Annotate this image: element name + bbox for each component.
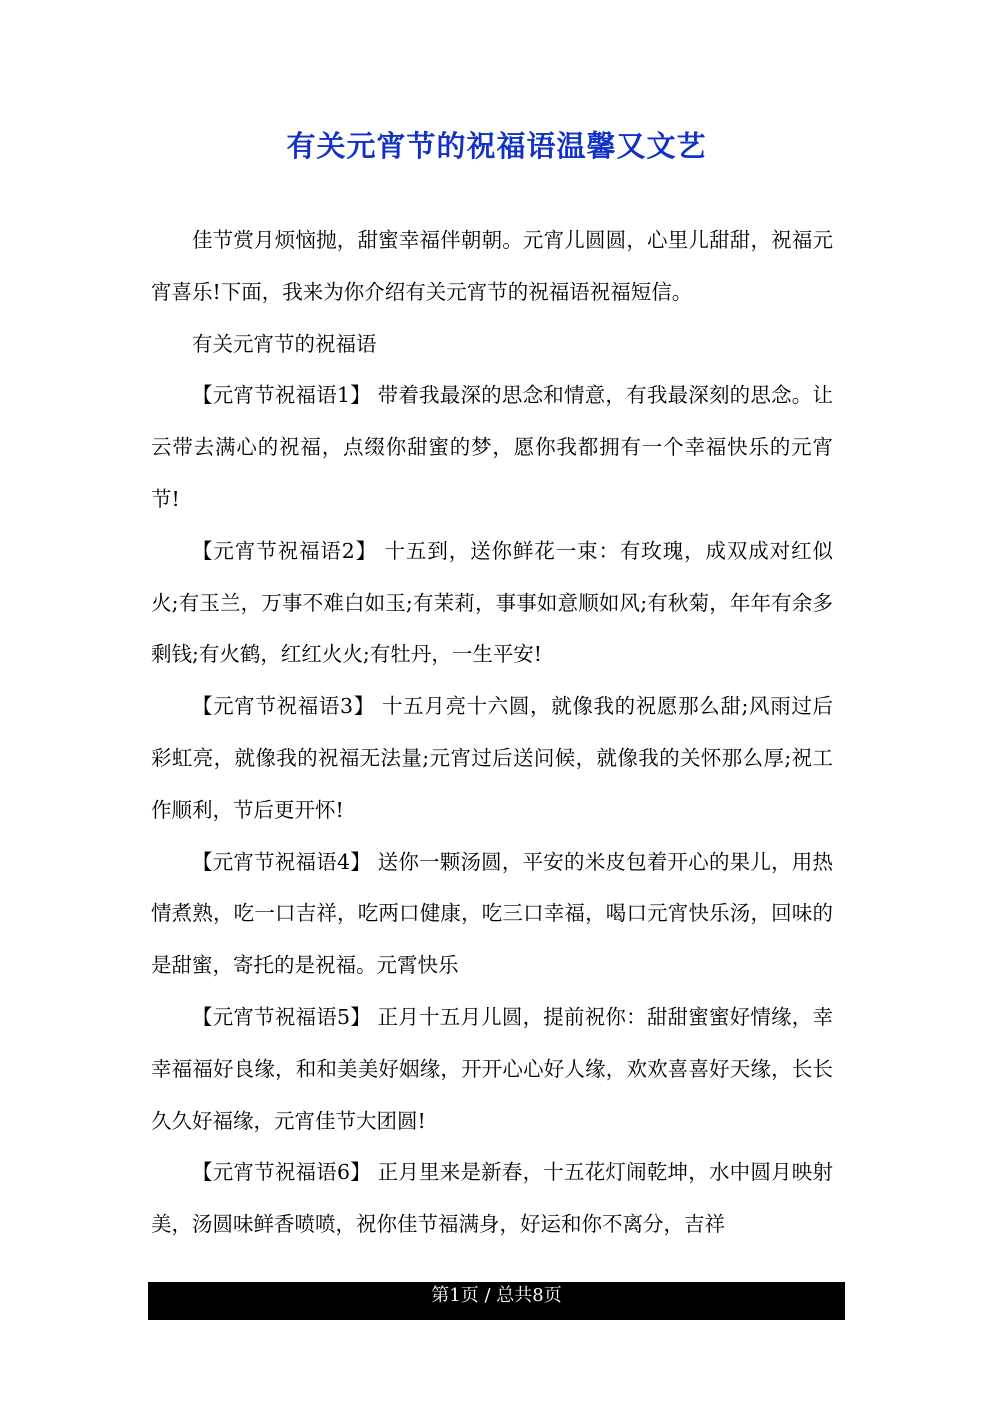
paragraph-intro: 佳节赏月烦恼抛，甜蜜幸福伴朝朝。元宵儿圆圆，心里儿甜甜，祝福元宵喜乐!下面，我来为你介绍有关元宵节的祝福语祝福短信。 [151,228,833,304]
document-body [151,215,833,1251]
page-indicator: 第1页 / 总共8页 [431,1285,562,1306]
paragraph-blessing-5: 【元宵节祝福语5】 正月十五月儿圆，提前祝你：甜甜蜜蜜好情缘，幸幸福福好良缘，和和美美好姻缘，开开心心好人缘，欢欢喜喜好天缘，长长久久好福缘，元宵佳节大团圆! [151,1004,833,1133]
paragraph-blessing-1: 【元宵节祝福语1】 带着我最深的思念和情意，有我最深刻的思念。让云带去满心的祝福，点缀你甜蜜的梦，愿你我都拥有一个幸福快乐的元宵节! [151,383,833,511]
paragraph-blessing-2: 【元宵节祝福语2】 十五到，送你鲜花一束：有玫瑰，成双成对红似火;有玉兰，万事不难白如玉;有茉莉，事事如意顺如风;有秋菊，年年有余多剩钱;有火鹤，红红火火;有牡丹，一生平安! [151,538,833,667]
page-footer [148,1282,845,1320]
paragraph-subheading: 有关元宵节的祝福语 [192,331,377,356]
paragraph-blessing-3: 【元宵节祝福语3】 十五月亮十六圆，就像我的祝愿那么甜;风雨过后彩虹亮，就像我的祝福无法量;元宵过后送问候，就像我的关怀那么厚;祝工作顺利，节后更开怀! [151,694,833,822]
document-title: 有关元宵节的祝福语温馨又文艺 [286,129,707,163]
paragraph-blessing-4: 【元宵节祝福语4】 送你一颗汤圆，平安的米皮包着开心的果儿，用热情煮熟，吃一口吉祥，吃两口健康，吃三口幸福，喝口元宵快乐汤，回味的是甜蜜，寄托的是祝福。元霄快乐 [151,849,833,978]
paragraph-blessing-6: 【元宵节祝福语6】 正月里来是新春，十五花灯闹乾坤，水中圆月映射美，汤圆味鲜香喷喷，祝你佳节福满身，好运和你不离分，吉祥 [151,1160,833,1237]
